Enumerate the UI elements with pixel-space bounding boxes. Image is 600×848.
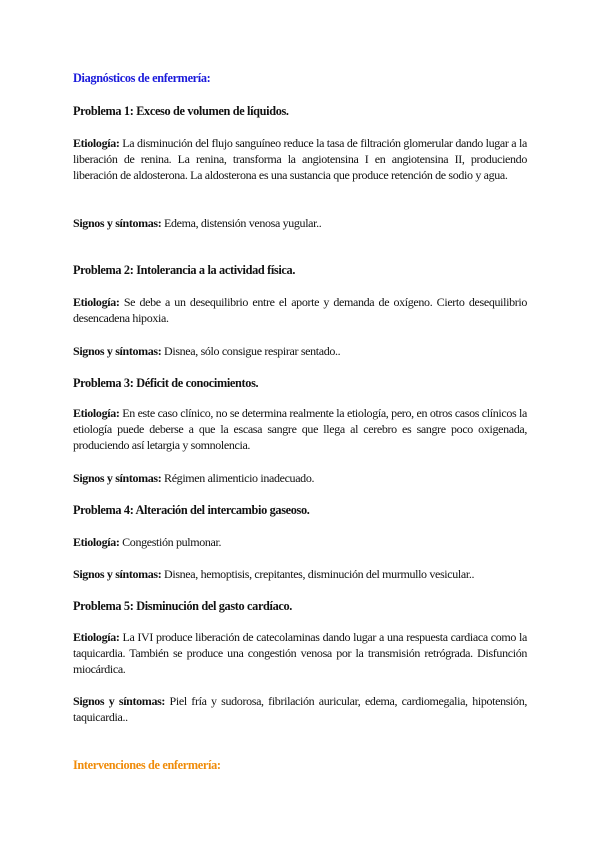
- problem-2-signos: [73, 344, 527, 360]
- etiologia-text: Congestión pulmonar.: [119, 535, 222, 549]
- etiologia-label: Etiología:: [73, 136, 120, 150]
- problem-4-signos: [73, 567, 527, 583]
- problem-1-etiologia: [73, 136, 527, 183]
- problem-1-signos: [73, 216, 527, 232]
- etiologia-text: La disminución del flujo sanguíneo reduce la tasa de filtración glomerular dando lugar a la liberación de renina. La renina, transforma la angiotensina I en angiotensina II, produciendo liberación de aldosterona. La aldosterona es una sustancia que produce retención de sodio y agua.: [73, 136, 527, 182]
- signos-label: Signos y síntomas:: [73, 344, 162, 358]
- problem-5-title: Problema 5: Disminución del gasto cardíaco.: [73, 599, 293, 613]
- problem-2-title: Problema 2: Intolerancia a la actividad física.: [73, 263, 296, 277]
- problem-5-etiologia: [73, 630, 527, 677]
- etiologia-label: Etiología:: [73, 295, 120, 309]
- signos-text: Edema, distensión venosa yugular..: [161, 216, 322, 230]
- problem-3-signos: [73, 471, 527, 487]
- problem-3-etiologia: [73, 406, 527, 453]
- signos-label: Signos y síntomas:: [73, 567, 162, 581]
- etiologia-text: La IVI produce liberación de catecolaminas dando lugar a una respuesta cardiaca como la taquicardia. También se produce una congestión venosa por la transmisión retrógrada. Disfunción miocárdica.: [73, 630, 527, 676]
- signos-text: Disnea, sólo consigue respirar sentado..: [161, 344, 341, 358]
- etiologia-text: En este caso clínico, no se determina realmente la etiología, pero, en otros casos clínicos la etiología puede deberse a que la escasa sangre que llega al cerebro es sangre poco oxigenada, produciendo así letargia y somnolencia.: [73, 406, 527, 452]
- etiologia-label: Etiología:: [73, 406, 120, 420]
- signos-label: Signos y síntomas:: [73, 694, 166, 708]
- etiologia-label: Etiología:: [73, 535, 120, 549]
- signos-label: Signos y síntomas:: [73, 216, 162, 230]
- signos-label: Signos y síntomas:: [73, 471, 162, 485]
- signos-text: Piel fría y sudorosa, fibrilación auricular, edema, cardiomegalia, hipotensión, taquicardia..: [73, 694, 527, 724]
- problem-1-title: Problema 1: Exceso de volumen de líquidos.: [73, 104, 289, 118]
- problem-4-etiologia: [73, 535, 527, 551]
- section-title-intervenciones: Intervenciones de enfermería:: [73, 758, 221, 772]
- signos-text: Disnea, hemoptisis, crepitantes, disminución del murmullo vesicular..: [161, 567, 475, 581]
- problem-2-etiologia: [73, 295, 527, 327]
- section-title-diagnosticos: Diagnósticos de enfermería:: [73, 71, 211, 85]
- problem-4-title: Problema 4: Alteración del intercambio gaseoso.: [73, 503, 310, 517]
- etiologia-label: Etiología:: [73, 630, 120, 644]
- etiologia-text: Se debe a un desequilibrio entre el aporte y demanda de oxígeno. Cierto desequilibrio desencadena hipoxia.: [73, 295, 527, 325]
- signos-text: Régimen alimenticio inadecuado.: [161, 471, 315, 485]
- problem-5-signos: [73, 694, 527, 726]
- problem-3-title: Problema 3: Déficit de conocimientos.: [73, 376, 259, 390]
